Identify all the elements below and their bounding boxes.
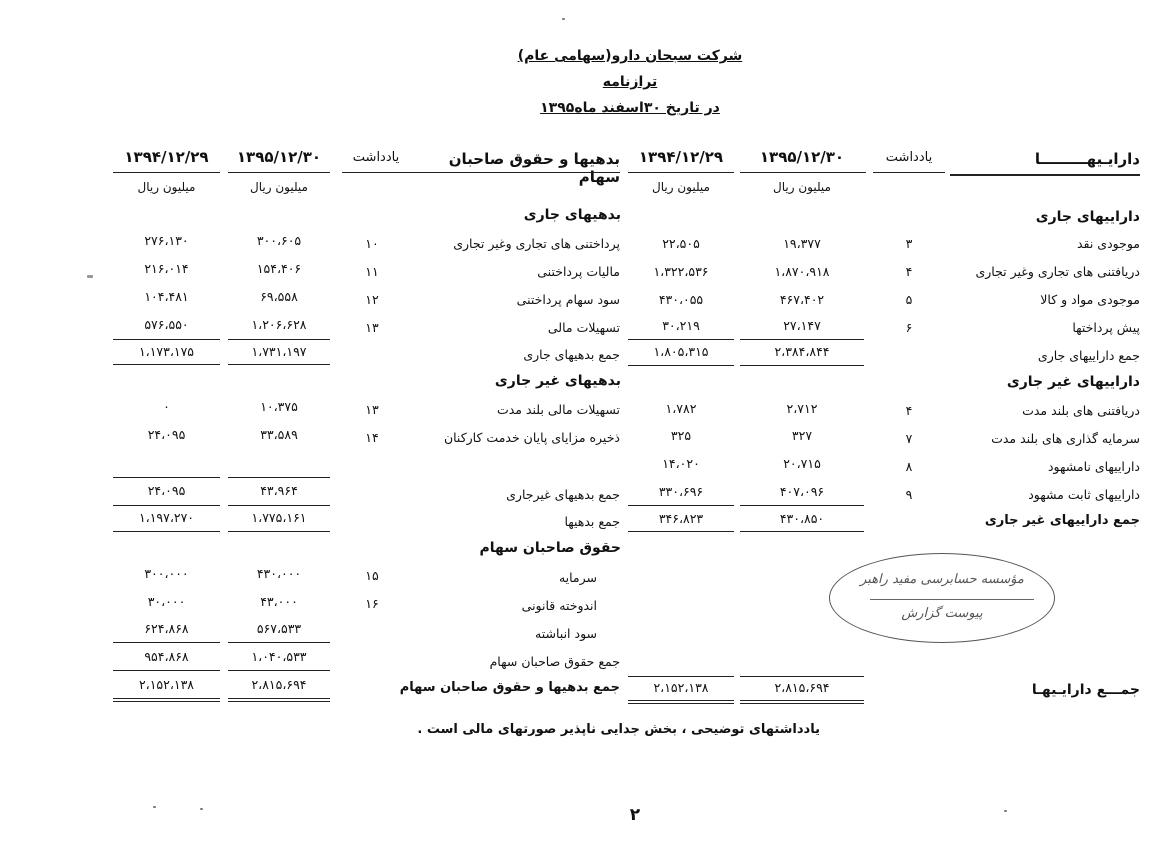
liabilities-current-section: بدهیهای جاری (523, 207, 621, 223)
row-current: ۱۵۴،۴۰۶ (256, 261, 302, 276)
row-current: ۱،۸۷۰،۹۱۸ (774, 264, 830, 279)
row-prior: ۱،۱۹۷،۲۷۰ (138, 510, 195, 525)
row-note: ۱۴ (365, 430, 379, 445)
double-rule (740, 700, 864, 704)
row-current: ۲،۸۱۵،۶۹۴ (251, 677, 307, 692)
row-label: جمع حقوق صاحبان سهام (489, 654, 620, 669)
total-rule (740, 531, 864, 532)
stamp-text: مؤسسه حسابرسی مفید راهبر (860, 572, 1024, 587)
row-label: جمع بدهیها و حقوق صاحبان سهام (399, 680, 620, 695)
row-prior: ۲۷۶،۱۳۰ (144, 233, 189, 248)
row-label: جمع بدهیهای غیرجاری (506, 487, 620, 502)
row-prior: ۳۰۰،۰۰۰ (144, 566, 189, 581)
row-prior: ۱،۸۰۵،۳۱۵ (653, 344, 709, 359)
row-label: جمع داراییهای جاری (1037, 348, 1140, 363)
row-note: ۱۱ (365, 264, 379, 279)
row-note: ۱۵ (365, 568, 379, 583)
row-current: ۳۳،۵۸۹ (260, 427, 298, 442)
row-prior: ۳۴۶،۸۲۳ (658, 511, 704, 526)
row-prior: ۲۴،۰۹۵ (147, 427, 186, 442)
header-rule (228, 172, 330, 173)
row-note: ۱۰ (365, 236, 379, 251)
row-note: ۴ (905, 264, 913, 279)
row-current: ۲،۸۱۵،۶۹۴ (774, 680, 830, 695)
row-prior: ۳۰،۲۱۹ (662, 318, 700, 333)
row-label: ذخیره مزایای پایان خدمت کارکنان (443, 430, 620, 445)
row-note: ۱۲ (365, 292, 379, 307)
subtotal-rule (228, 642, 330, 643)
row-current: ۴۰۷،۰۹۶ (779, 484, 825, 499)
row-label: جمع بدهیها (564, 514, 620, 529)
report-date: در تاریخ ۳۰اسفند ماه۱۳۹۵ (540, 100, 720, 116)
unit-label: میلیون ریال (250, 180, 308, 194)
row-label: سود سهام پرداختنی (516, 292, 620, 307)
row-current: ۲۷،۱۴۷ (783, 318, 821, 333)
row-note: ۵ (905, 292, 913, 307)
double-rule (113, 698, 220, 702)
scan-speck (87, 275, 93, 278)
row-note: ۱۳ (365, 320, 379, 335)
row-label: پیش پرداختها (1072, 320, 1140, 335)
row-prior: ۵۷۶،۵۵۰ (144, 317, 189, 332)
total-rule (228, 364, 330, 365)
header-rule (740, 172, 866, 173)
subtotal-rule (628, 505, 734, 506)
row-label: پرداختنی های تجاری وغیر تجاری (453, 236, 620, 251)
assets-noncurrent-section: داراییهای غیر جاری (1006, 374, 1140, 390)
liabilities-col-prior: ۱۳۹۴/۱۲/۲۹ (124, 148, 209, 166)
equity-section: حقوق صاحبان سهام (479, 540, 621, 556)
row-note: ۱۳ (365, 402, 379, 417)
row-prior: ۲،۱۵۲،۱۳۸ (138, 677, 195, 692)
subtotal-rule (740, 505, 864, 506)
stamp-rule (870, 599, 1034, 600)
liabilities-note-header: یادداشت (352, 150, 400, 165)
header-rule (342, 172, 410, 173)
row-current: ۴۳،۹۶۴ (260, 483, 298, 498)
subtotal-rule (113, 642, 220, 643)
scan-speck (562, 18, 565, 20)
row-label: سرمایه گذاری های بلند مدت (991, 431, 1140, 446)
unit-label: میلیون ریال (137, 180, 196, 194)
scan-speck (153, 806, 156, 808)
row-current: ۲۰،۷۱۵ (783, 456, 821, 471)
row-prior: ۲،۱۵۲،۱۳۸ (653, 680, 709, 695)
unit-label: میلیون ریال (652, 180, 710, 194)
auditor-stamp (829, 553, 1055, 643)
row-current: ۲،۳۸۴،۸۴۴ (774, 344, 830, 359)
total-rule (113, 364, 220, 365)
total-rule (113, 505, 220, 506)
row-label: تسهیلات مالی (547, 320, 620, 335)
subtotal-rule (113, 339, 220, 340)
row-current: ۴۶۷،۴۰۲ (779, 292, 825, 307)
page-number: ۲ (629, 805, 641, 825)
row-label: داراییهای نامشهود (1047, 459, 1140, 474)
subtotal-rule (740, 339, 864, 340)
row-prior: ۱۰۴،۴۸۱ (144, 289, 189, 304)
assets-heading: دارایـیهـــــــــا (1034, 150, 1140, 168)
row-current: ۱،۲۰۶،۶۲۸ (251, 317, 307, 332)
total-rule (628, 365, 734, 366)
row-current: ۱،۷۷۵،۱۶۱ (251, 510, 307, 525)
scan-speck (200, 808, 203, 810)
row-prior: ۴۳۰،۰۵۵ (658, 292, 704, 307)
subtotal-rule (628, 339, 734, 340)
row-current: ۲،۷۱۲ (786, 401, 818, 416)
row-prior: ۱،۳۲۲،۵۳۶ (653, 264, 709, 279)
row-label: سرمایه (558, 570, 597, 585)
row-current: ۱۹،۳۷۷ (783, 236, 821, 251)
double-rule (628, 700, 734, 704)
row-label: داراییهای ثابت مشهود (1028, 487, 1140, 502)
total-rule (228, 505, 330, 506)
row-note: ۶ (905, 320, 913, 335)
row-label: دریافتنی های بلند مدت (1022, 403, 1140, 418)
row-prior: ۳۲۵ (670, 428, 692, 443)
assets-note-header: یادداشت (885, 150, 933, 165)
total-rule (228, 670, 330, 671)
total-rule (113, 531, 220, 532)
liabilities-noncurrent-section: بدهیهای غیر جاری (494, 373, 621, 389)
row-note: ۴ (905, 403, 913, 418)
liabilities-heading: بدهیها و حقوق صاحبان سهام (448, 150, 620, 186)
row-current: ۴۳،۰۰۰ (260, 594, 298, 609)
scan-speck (1004, 810, 1007, 812)
row-note: ۹ (905, 487, 913, 502)
row-note: ۳ (905, 236, 913, 251)
row-label: موجودی مواد و کالا (1040, 292, 1140, 307)
row-current: ۱،۷۳۱،۱۹۷ (251, 344, 307, 359)
document-title: ترازنامه (602, 74, 658, 90)
row-label: مالیات پرداختنی (537, 264, 620, 279)
row-prior: ۶۲۴،۸۶۸ (144, 621, 189, 636)
row-prior: ۹۵۴،۸۶۸ (144, 649, 189, 664)
row-current: ۵۶۷،۵۳۳ (256, 621, 302, 636)
row-note: ۷ (905, 431, 913, 446)
header-rule (410, 172, 620, 173)
total-rule (740, 365, 864, 366)
row-note: ۸ (905, 459, 913, 474)
double-rule (228, 698, 330, 702)
total-rule (628, 531, 734, 532)
header-rule (873, 172, 945, 173)
row-label: دریافتنی های تجاری وغیر تجاری (975, 264, 1140, 279)
row-current: ۳۲۷ (791, 428, 813, 443)
row-current: ۶۹،۵۵۸ (260, 289, 298, 304)
row-prior: ۳۳۰،۶۹۶ (658, 484, 704, 499)
row-label: موجودی نقد (1076, 236, 1140, 251)
subtotal-rule (113, 477, 220, 478)
row-current: ۱۰،۳۷۵ (260, 399, 298, 414)
row-prior: ۱۴،۰۲۰ (662, 456, 700, 471)
header-rule (113, 172, 220, 173)
row-prior: ۱،۱۷۳،۱۷۵ (138, 344, 195, 359)
row-current: ۴۳۰،۰۰۰ (256, 566, 302, 581)
subtotal-rule (228, 339, 330, 340)
row-prior: ۱،۷۸۲ (665, 401, 697, 416)
row-label: اندوخته قانونی (521, 598, 597, 613)
company-name: شرکت سبحان دارو(سهامی عام) (517, 48, 743, 64)
row-label: جمـــع دارایـیهـا (1031, 682, 1140, 698)
row-current: ۴۳۰،۸۵۰ (779, 511, 825, 526)
total-rule (113, 670, 220, 671)
subtotal-rule (628, 676, 734, 677)
row-label: جمع داراییهای غیر جاری (984, 513, 1140, 528)
unit-label: میلیون ریال (773, 180, 831, 194)
row-label: تسهیلات مالی بلند مدت (496, 402, 620, 417)
row-prior: ۲۲،۵۰۵ (662, 236, 700, 251)
row-current: ۱،۰۴۰،۵۳۳ (251, 649, 307, 664)
subtotal-rule (228, 477, 330, 478)
subtotal-rule (740, 676, 864, 677)
row-label: جمع بدهیهای جاری (523, 347, 620, 362)
row-current: ۳۰۰،۶۰۵ (256, 233, 302, 248)
row-note: ۱۶ (365, 596, 379, 611)
stamp-text: پیوست گزارش (901, 606, 983, 621)
row-prior: ۲۱۶،۰۱۴ (144, 261, 189, 276)
assets-col-prior: ۱۳۹۴/۱۲/۲۹ (638, 148, 724, 166)
assets-current-section: داراییهای جاری (1035, 209, 1140, 225)
row-label: سود انباشته (535, 626, 597, 641)
row-prior: ۳۰،۰۰۰ (147, 594, 186, 609)
header-rule (628, 172, 734, 173)
row-prior: ۲۴،۰۹۵ (147, 483, 186, 498)
total-rule (228, 531, 330, 532)
assets-col-current: ۱۳۹۵/۱۲/۳۰ (759, 148, 845, 166)
row-prior: ۰ (163, 399, 170, 414)
liabilities-col-current: ۱۳۹۵/۱۲/۳۰ (236, 148, 322, 166)
footnote: یادداشتهای توضیحی ، بخش جدایی ناپذیر صورتهای مالی است . (417, 722, 820, 737)
header-rule (950, 174, 1140, 176)
